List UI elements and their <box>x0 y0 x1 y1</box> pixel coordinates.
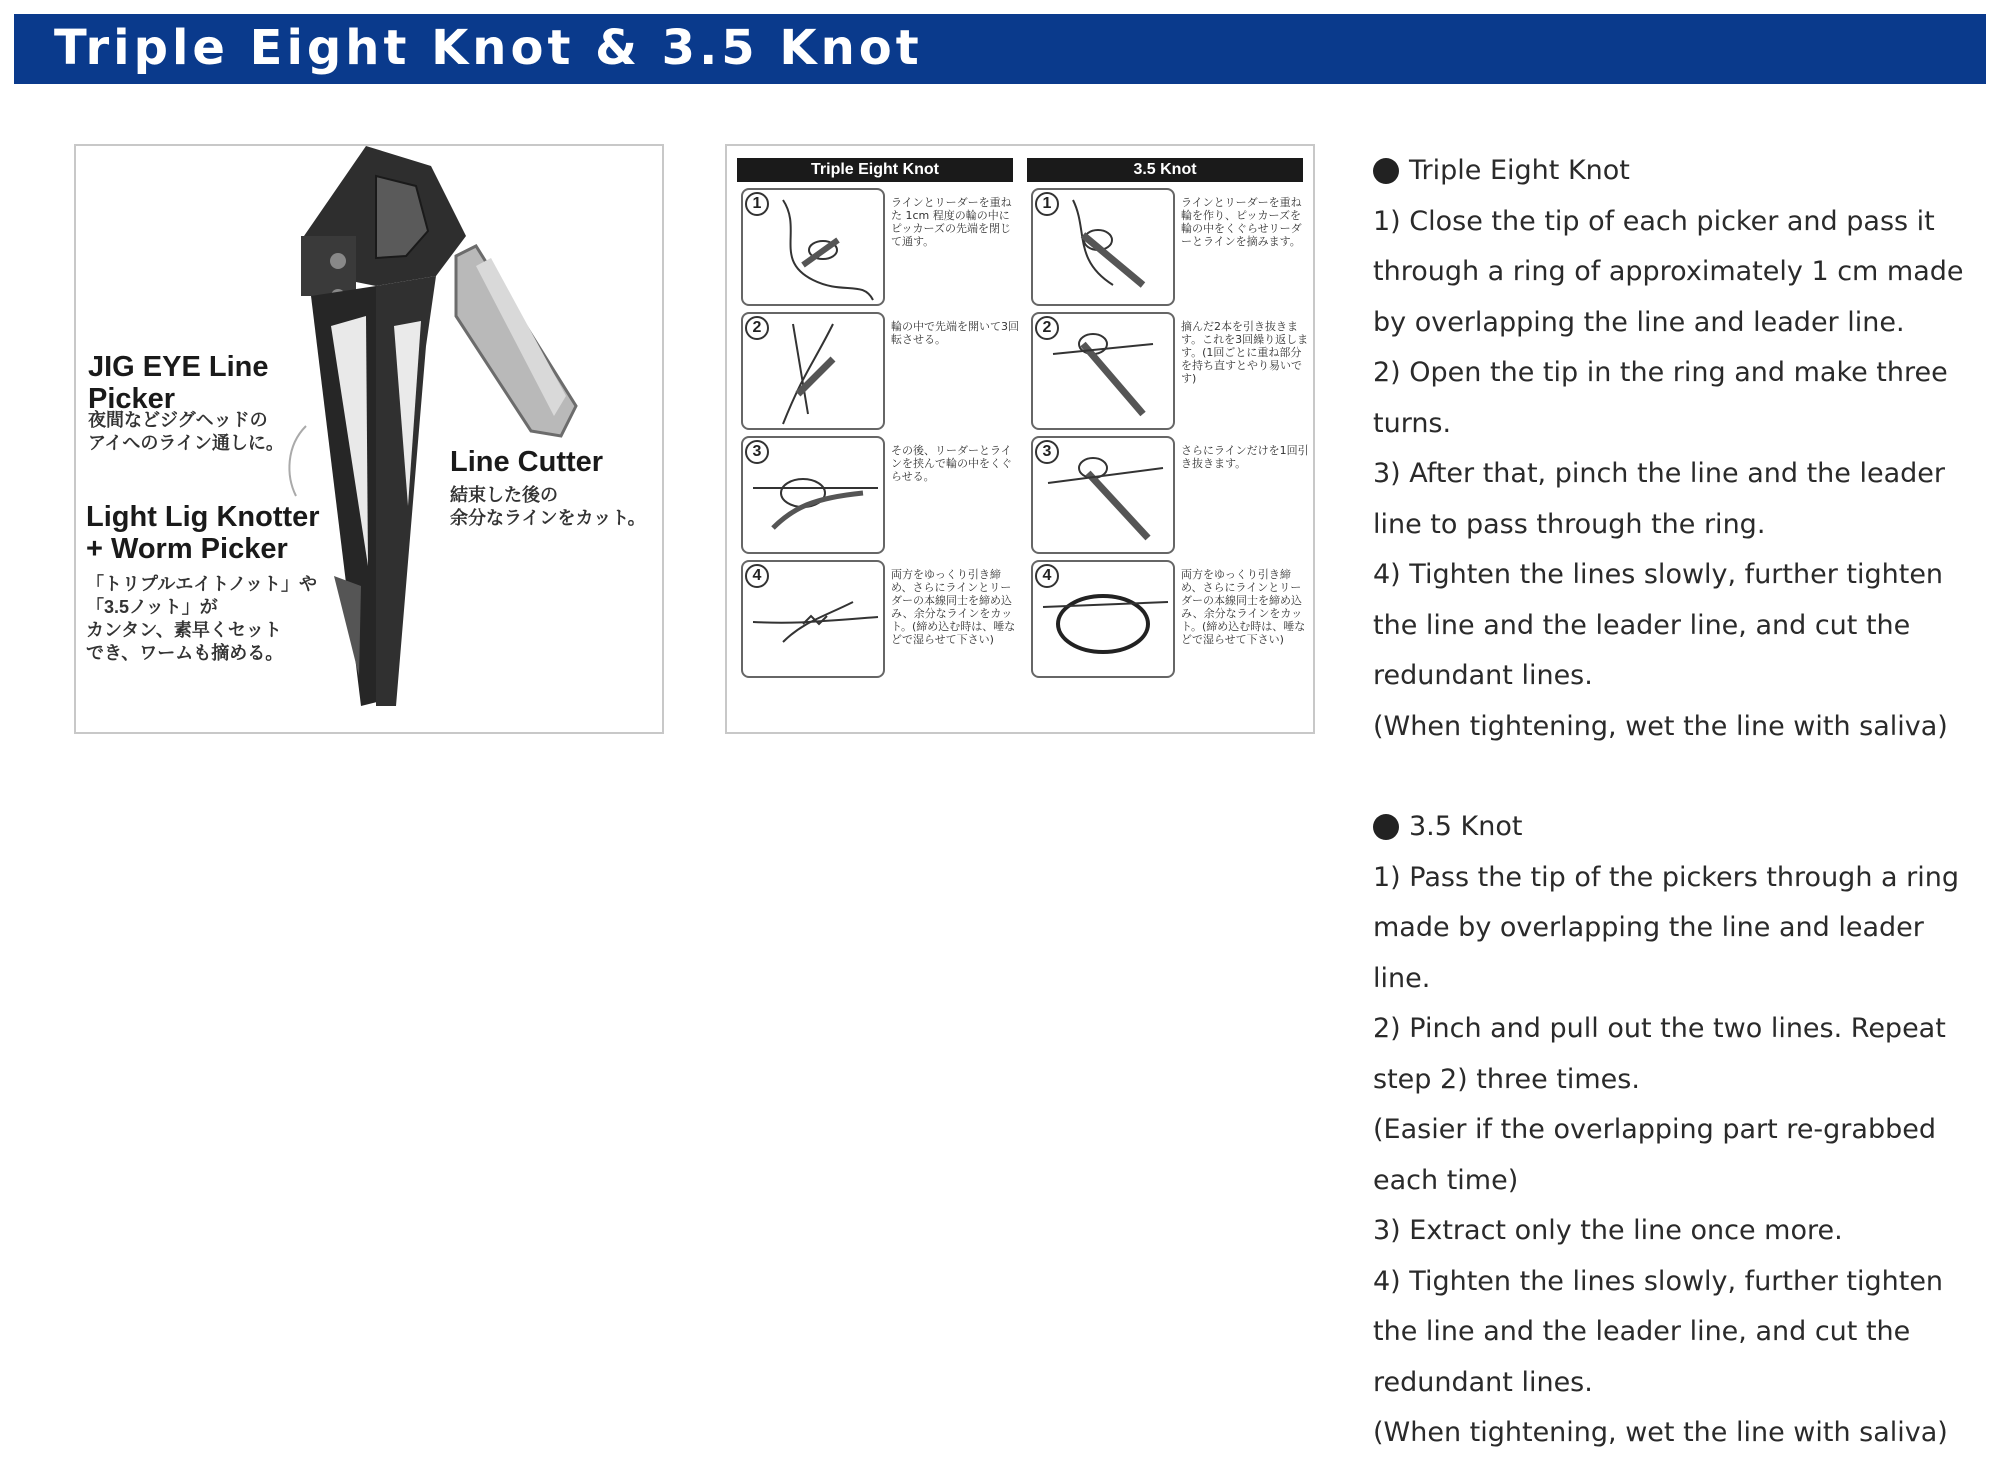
triple-eight-lines <box>1373 197 1973 753</box>
knotter-jp-2: 「3.5ノット」が <box>86 597 218 617</box>
instruction-line: the line and the leader line, and cut the <box>1373 609 1911 641</box>
triple-eight-step-3-box <box>741 436 885 554</box>
triple-eight-step-2-note: 輪の中で先端を開いて3回転させる。 <box>891 320 1019 346</box>
three-five-step-2-note: 摘んだ2本を引き抜きます。これを3回繰り返します。(1回ごとに重ね部分を持ち直すとやり易いです) <box>1181 320 1309 385</box>
jig-eye-jp-2: アイへのライン通しに。 <box>88 433 284 453</box>
instruction-line: 3) Extract only the line once more. <box>1373 1215 1843 1246</box>
instruction-line: 4) Tighten the lines slowly, further tighten <box>1373 1265 1944 1297</box>
step-number: 2 <box>1035 316 1059 340</box>
tool-image-panel <box>74 144 664 734</box>
instruction-line: turns. <box>1373 407 1452 439</box>
instruction-line: (When tightening, wet the line with saliva) <box>1373 710 1948 742</box>
triple-eight-step-1-box <box>741 188 885 306</box>
three-five-step-3-box <box>1031 436 1175 554</box>
bullet-icon <box>1373 158 1399 184</box>
instruction-line: through a ring of approximately 1 cm made <box>1373 256 1964 287</box>
section-title <box>1373 146 1973 197</box>
knotter-jp-1: 「トリプルエイトノット」や <box>86 574 317 594</box>
step-number: 3 <box>745 440 769 464</box>
knot-diagram-panel <box>725 144 1315 734</box>
instruction-line: each time) <box>1373 1164 1519 1196</box>
three-five-step-1-box <box>1031 188 1175 306</box>
instruction-line: redundant lines. <box>1373 660 1593 691</box>
knotter-title-1: Light Lig Knotter <box>86 501 320 533</box>
title-banner <box>14 14 1986 84</box>
three-five-step-3-note: さらにラインだけを1回引き抜きます。 <box>1181 444 1309 470</box>
three-five-header: 3.5 Knot <box>1027 158 1303 182</box>
step-number: 3 <box>1035 440 1059 464</box>
three-five-step-4-note: 両方をゆっくり引き締め、さらにラインとリーダーの本線同士を締め込み、余分なラインをカット。(締め込む時は、唾などで湿らせて下さい) <box>1181 568 1306 646</box>
triple-eight-header: Triple Eight Knot <box>737 158 1013 182</box>
instruction-line: (When tightening, wet the line with saliva) <box>1373 1417 1948 1448</box>
knotter-jp-4: でき、ワームも摘める。 <box>86 643 284 663</box>
line-cutter-title: Line Cutter <box>450 446 604 478</box>
triple-eight-step-1-note: ラインとリーダーを重ねた 1cm 程度の輪の中にピッカーズの先端を閉じて通す。 <box>891 196 1012 248</box>
instruction-line: 1) Pass the tip of the pickers through a ring <box>1373 861 1959 893</box>
three-five-step-2-box <box>1031 312 1175 430</box>
instruction-line: 2) Pinch and pull out the two lines. Repeat <box>1373 1013 1946 1044</box>
page-title: Triple Eight Knot & 3.5 Knot <box>54 20 923 76</box>
step-number: 1 <box>745 192 769 216</box>
instruction-line: step 2) three times. <box>1373 1063 1640 1095</box>
line-cutter-jp-2: 余分なラインをカット。 <box>450 508 646 528</box>
three-five-step-4-box <box>1031 560 1175 678</box>
instruction-line: 3) After that, pinch the line and the leader <box>1373 458 1945 489</box>
triple-eight-section <box>1373 146 1973 752</box>
three-five-section <box>1373 802 1973 1459</box>
instruction-line: 2) Open the tip in the ring and make three <box>1373 357 1948 388</box>
knotter-jp-3: カンタン、素早くセット <box>86 620 282 640</box>
step-number: 2 <box>745 316 769 340</box>
triple-eight-title: Triple Eight Knot <box>1409 155 1630 186</box>
instruction-line: made by overlapping the line and leader <box>1373 912 1924 943</box>
instruction-line: 1) Close the tip of each picker and pass it <box>1373 205 1935 237</box>
bullet-icon <box>1373 814 1399 840</box>
instruction-line: the line and the leader line, and cut the <box>1373 1316 1911 1347</box>
three-five-title: 3.5 Knot <box>1409 811 1523 842</box>
step-number: 4 <box>1035 564 1059 588</box>
three-five-step-1-note: ラインとリーダーを重ね輪を作り、ピッカーズを輪の中をくぐらせリーダーとラインを摘みます。 <box>1181 196 1302 248</box>
instructions-column <box>1373 146 1973 1459</box>
triple-eight-step-4-note: 両方をゆっくり引き締め、さらにラインとリーダーの本線同士を締め込み、余分なラインをカット。(締め込む時は、唾などで湿らせて下さい) <box>891 568 1016 646</box>
instruction-line: by overlapping the line and leader line. <box>1373 306 1905 338</box>
instruction-line: (Easier if the overlapping part re-grabbed <box>1373 1114 1936 1145</box>
triple-eight-step-2-box <box>741 312 885 430</box>
line-cutter-jp-1: 結束した後の <box>450 485 558 505</box>
instruction-line: line. <box>1373 962 1431 994</box>
step-number: 1 <box>1035 192 1059 216</box>
instruction-line: redundant lines. <box>1373 1366 1593 1398</box>
instruction-line: line to pass through the ring. <box>1373 508 1766 540</box>
instruction-line: 4) Tighten the lines slowly, further tighten <box>1373 559 1944 590</box>
triple-eight-step-3-note: その後、リーダーとラインを挟んで輪の中をくぐらせる。 <box>891 444 1012 483</box>
jig-eye-title: JIG EYE Line Picker <box>88 351 269 415</box>
jig-eye-jp-1: 夜間などジグヘッドの <box>88 410 268 430</box>
knotter-title-2: + Worm Picker <box>86 533 288 565</box>
three-five-lines <box>1373 853 1973 1459</box>
triple-eight-step-4-box <box>741 560 885 678</box>
step-number: 4 <box>745 564 769 588</box>
section-title <box>1373 802 1973 853</box>
